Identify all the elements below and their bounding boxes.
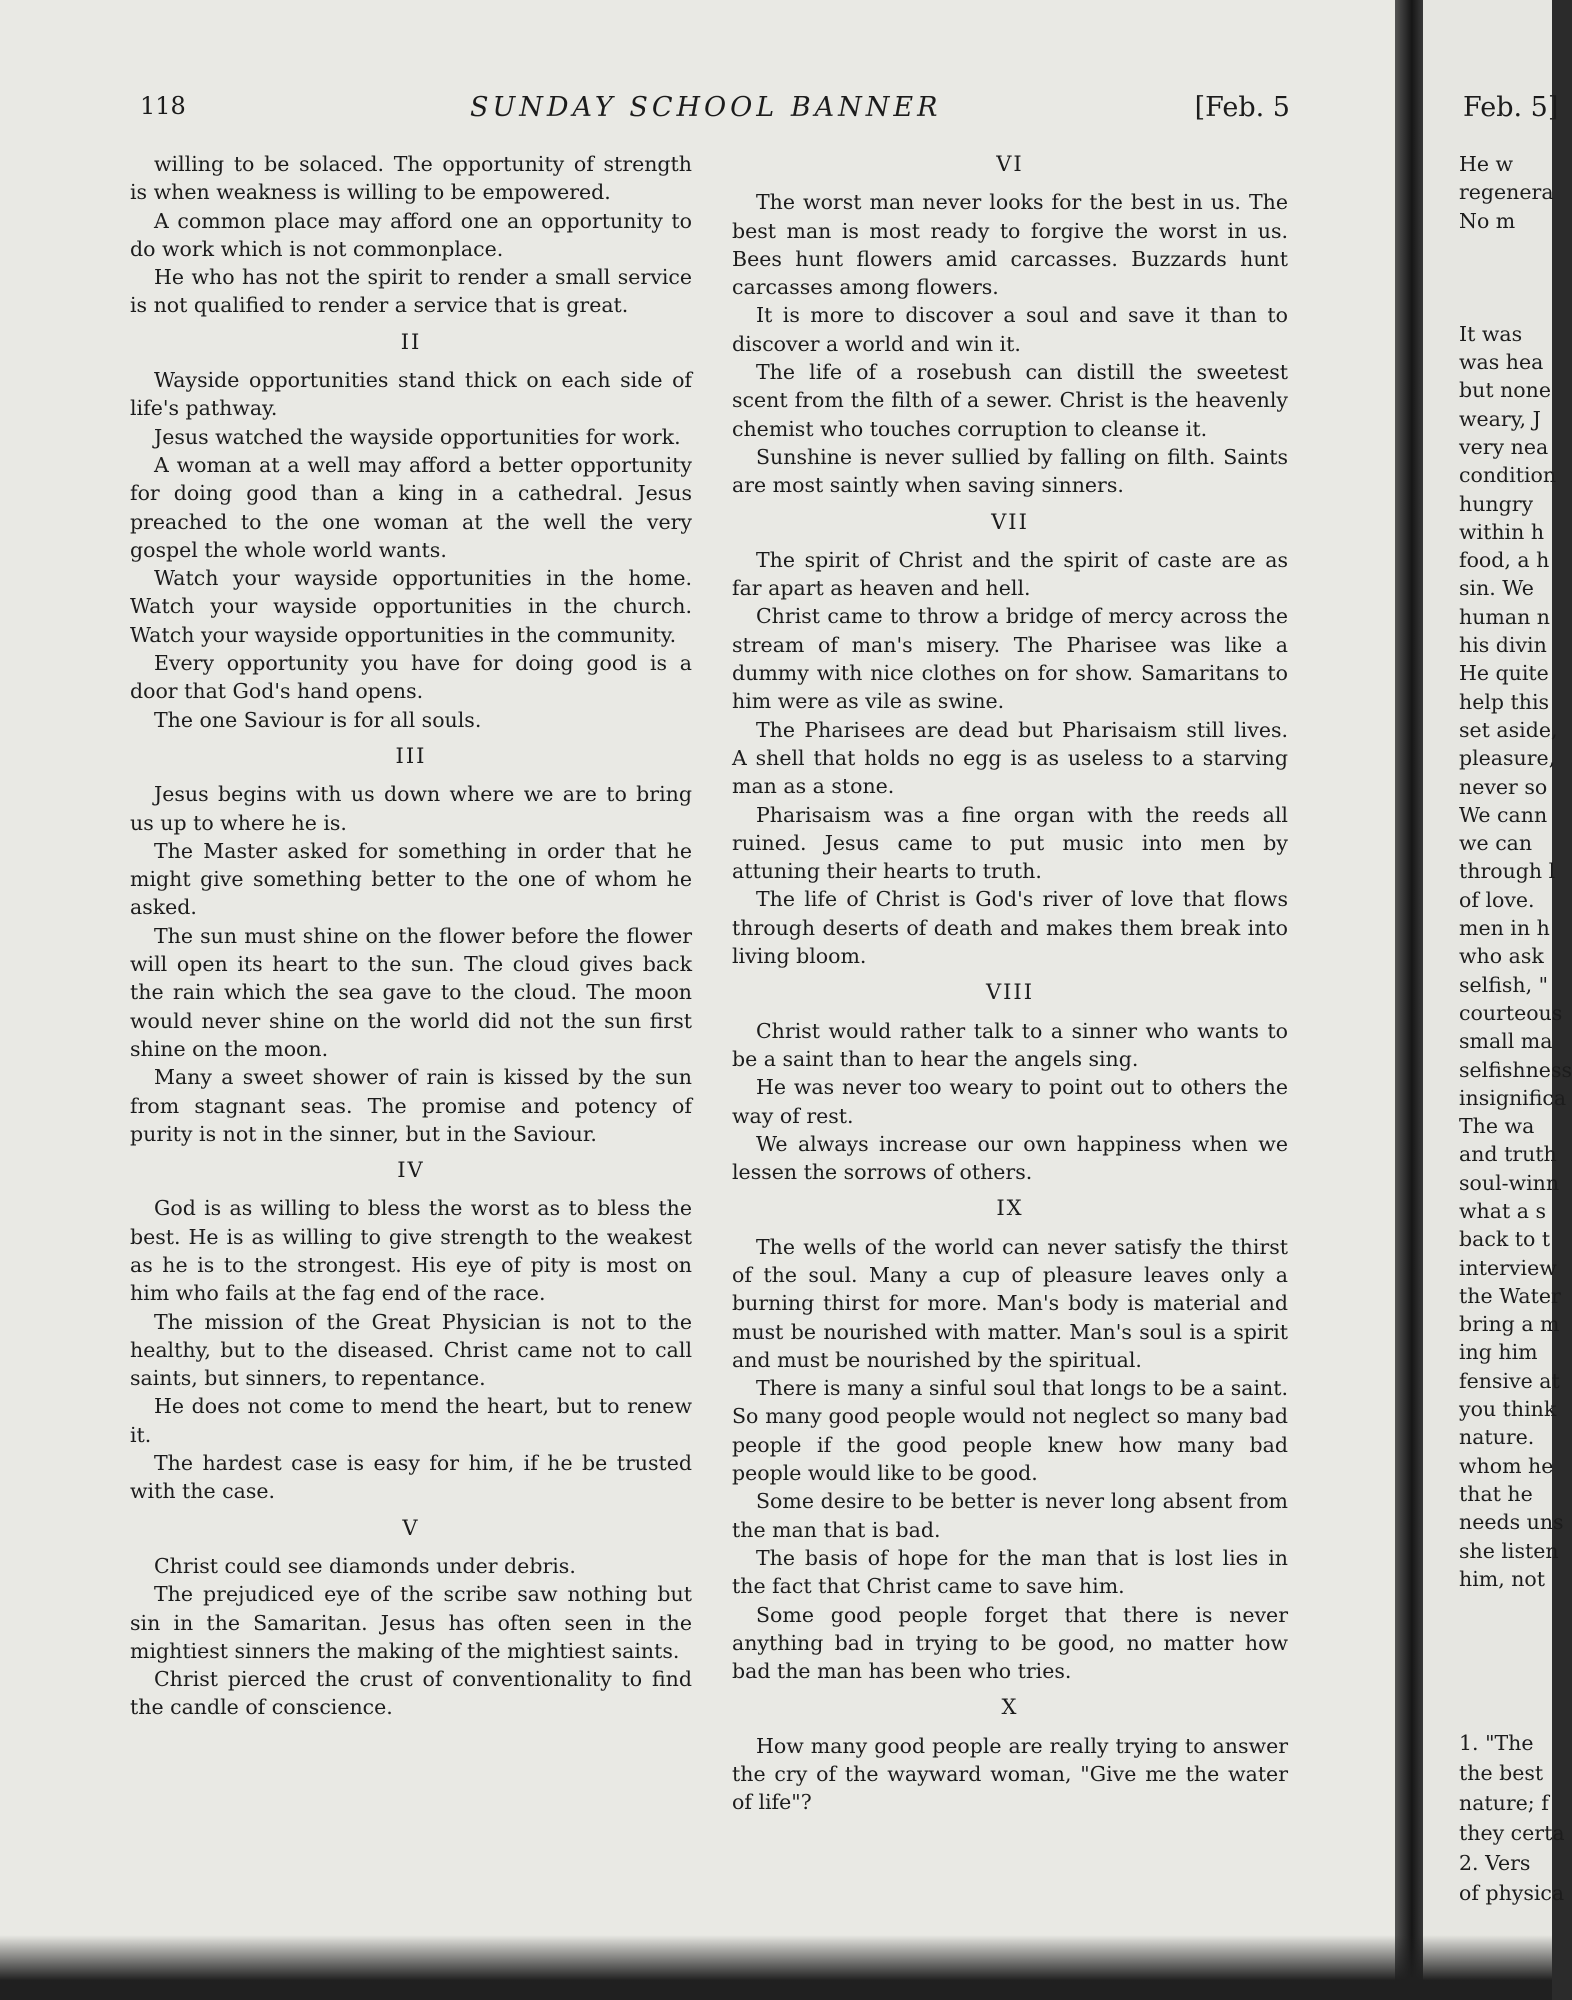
paragraph: He does not come to mend the heart, but to renew it. bbox=[130, 1394, 692, 1447]
facing-page-line: interview bbox=[1459, 1255, 1557, 1280]
facing-page-line: that he bbox=[1459, 1481, 1533, 1506]
paragraph: How many good people are really trying to answer the cry of the wayward woman, "Give me the water of life"? bbox=[732, 1733, 1288, 1815]
facing-page-line: food, a h bbox=[1459, 548, 1550, 573]
facing-page-line: nature. bbox=[1459, 1425, 1535, 1450]
paragraph: Jesus begins with us down where we are to bring us up to where he is. bbox=[130, 782, 692, 835]
paragraph: Some good people forget that there is never anything bad in trying to be good, no matter how bad the man has been who tries. bbox=[732, 1602, 1288, 1684]
facing-page-line: him, not bbox=[1459, 1566, 1546, 1591]
paragraph: The wells of the world can never satisfy the thirst of the soul. Many a cup of pleasure leaves only a burning thirst for more. Man's body is material and must be nourished with matter. Man's soul is a spirit and must be nourished by the spiritual. bbox=[732, 1234, 1288, 1372]
facing-page-line bbox=[1459, 263, 1572, 291]
facing-page-line: insignifica bbox=[1459, 1085, 1567, 1110]
paragraph: Christ could see diamonds under debris. bbox=[154, 1553, 576, 1578]
facing-page-line: He w bbox=[1459, 152, 1514, 176]
paragraph: Wayside opportunities stand thick on each side of life's pathway. bbox=[130, 368, 692, 421]
facing-page-line: within h bbox=[1459, 519, 1545, 544]
paragraph: Watch your wayside opportunities in the home. Watch your wayside opportunities in the church. Watch your wayside opportunities in the community. bbox=[130, 566, 692, 647]
paragraph: A woman at a well may afford a better opportunity for doing good than a king in a cathedral. Jesus preached to the one woman at the well the very gospel the whole world wants. bbox=[130, 452, 692, 562]
paragraph: The one Saviour is for all souls. bbox=[154, 707, 482, 732]
facing-page-line: but none bbox=[1459, 378, 1551, 403]
paragraph: The hardest case is easy for him, if he be trusted with the case. bbox=[130, 1451, 692, 1504]
facing-page-edge bbox=[1423, 0, 1572, 2000]
facing-page-line: who ask bbox=[1459, 944, 1544, 969]
facing-page-text bbox=[1459, 150, 1572, 1593]
paragraph: Jesus watched the wayside opportunities for work. bbox=[154, 424, 681, 449]
paragraph: The Master asked for something in order that he might give something better to the one of whom he asked. bbox=[130, 838, 692, 920]
paragraph: Sunshine is never sullied by falling on filth. Saints are most saintly when saving sinners. bbox=[732, 444, 1288, 498]
facing-page-footnote-line: nature; f bbox=[1459, 1791, 1549, 1815]
facing-page-line: men in h bbox=[1459, 916, 1550, 941]
paragraph: The worst man never looks for the best in us. The best man is most ready to forgive the worst in us. Bees hunt flowers amid carcasses. Buzzards hunt carcasses among flowers. bbox=[732, 190, 1288, 300]
facing-page-line: she listen bbox=[1459, 1538, 1559, 1563]
paragraph: Every opportunity you have for doing good is a door that God's hand opens. bbox=[130, 651, 692, 704]
facing-page-line: was hea bbox=[1459, 350, 1544, 375]
facing-page-line: through l bbox=[1459, 859, 1556, 884]
section-heading: IX bbox=[996, 1196, 1024, 1221]
facing-page-line: sin. We bbox=[1459, 576, 1534, 601]
paragraph: The life of a rosebush can distill the sweetest scent from the filth of a sewer. Christ is the heavenly chemist who touches corruption to cleanse it. bbox=[732, 360, 1288, 441]
facing-page-line: selfishness bbox=[1459, 1057, 1572, 1082]
facing-page-line: He quite bbox=[1459, 661, 1549, 686]
paragraph: Christ would rather talk to a sinner who wants to be a saint than to hear the angels sing. bbox=[732, 1018, 1288, 1071]
facing-page-line: you think bbox=[1459, 1397, 1557, 1422]
facing-page-line: No m bbox=[1459, 208, 1516, 233]
left-column bbox=[130, 150, 692, 1722]
facing-page-line bbox=[1459, 291, 1572, 319]
facing-page-line bbox=[1459, 235, 1572, 263]
facing-page-line: and truth bbox=[1459, 1142, 1557, 1167]
paragraph: He who has not the spirit to render a small service is not qualified to render a service that is great. bbox=[130, 265, 692, 318]
section-heading: IV bbox=[397, 1158, 425, 1183]
right-column bbox=[732, 150, 1288, 1817]
journal-title: SUNDAY SCHOOL BANNER bbox=[470, 92, 942, 123]
facing-page-line: condition bbox=[1459, 463, 1557, 488]
facing-page-line: never so bbox=[1459, 774, 1548, 799]
page-number: 118 bbox=[140, 92, 186, 120]
paragraph: The sun must shine on the flower before the flower will open its heart to the sun. The cloud gives back the rain which the sea gave to the cloud. The moon would never shine on the world did not the sun first shine on the moon. bbox=[130, 923, 692, 1061]
facing-page-line: set aside, bbox=[1459, 717, 1558, 742]
facing-page-footnote-line: they certa bbox=[1459, 1821, 1565, 1845]
paragraph: A common place may afford one an opportunity to do work which is not commonplace. bbox=[130, 208, 692, 261]
issue-date: [Feb. 5 bbox=[1194, 92, 1290, 123]
paragraph: The mission of the Great Physician is not to the healthy, but to the diseased. Christ came not to call saints, but sinners, to repentance. bbox=[130, 1309, 692, 1391]
facing-page-line: pleasure, bbox=[1459, 746, 1556, 771]
section-heading: VII bbox=[991, 509, 1029, 534]
paragraph: The prejudiced eye of the scribe saw nothing but sin in the Samaritan. Jesus has often seen in the mightiest sinners the making of the mightiest saints. bbox=[130, 1582, 692, 1663]
facing-page-line: weary, J bbox=[1459, 406, 1541, 431]
facing-page-line: selfish, " bbox=[1459, 972, 1549, 997]
facing-page-line: the Water bbox=[1459, 1283, 1561, 1308]
facing-page-line: fensive at bbox=[1459, 1368, 1560, 1393]
paragraph: There is many a sinful soul that longs to be a saint. So many good people would not neglect so many bad people if the good people knew how many bad people would like to be good. bbox=[732, 1376, 1288, 1486]
facing-page-footnote-line: the best bbox=[1459, 1761, 1544, 1785]
paragraph: The spirit of Christ and the spirit of caste are as far apart as heaven and hell. bbox=[732, 547, 1288, 601]
facing-page-line: It was bbox=[1459, 321, 1523, 346]
facing-page-line: soul-winn bbox=[1459, 1170, 1560, 1195]
facing-page-footnote-line: of physica bbox=[1459, 1881, 1565, 1905]
facing-page-line: The wa bbox=[1459, 1114, 1535, 1139]
paragraph: The life of Christ is God's river of love that flows through deserts of death and makes them break into living bloom. bbox=[732, 887, 1288, 969]
facing-page-line: ing him bbox=[1459, 1340, 1538, 1365]
facing-page-line: courteous bbox=[1459, 1000, 1563, 1025]
paragraph: God is as willing to bless the worst as to bless the best. He is as willing to give strength to the weakest as he is to the strongest. His eye of pity is most on him who fails at the fag end of the race. bbox=[130, 1196, 692, 1306]
paragraph: He was never too weary to point out to others the way of rest. bbox=[732, 1075, 1288, 1128]
facing-page-line: needs uns bbox=[1459, 1510, 1564, 1535]
facing-page-line: very nea bbox=[1459, 434, 1549, 459]
paragraph: Many a sweet shower of rain is kissed by the sun from stagnant seas. The promise and potency of purity is not in the sinner, but in the Saviour. bbox=[130, 1065, 692, 1146]
facing-page-header: Feb. 5] bbox=[1463, 92, 1559, 123]
paragraph: Christ pierced the crust of conventionality to find the candle of conscience. bbox=[130, 1667, 692, 1720]
facing-page-footnote-line: 2. Vers bbox=[1459, 1851, 1531, 1875]
paragraph: The basis of hope for the man that is lost lies in the fact that Christ came to save him. bbox=[732, 1545, 1288, 1599]
facing-page-line: We cann bbox=[1459, 802, 1548, 827]
facing-page-line: help this bbox=[1459, 689, 1550, 714]
paragraph: The Pharisees are dead but Pharisaism still lives. A shell that holds no egg is as useless to a starving man as a stone. bbox=[732, 717, 1288, 799]
facing-page-line: his divin bbox=[1459, 633, 1547, 658]
paragraph: Christ came to throw a bridge of mercy across the stream of man's misery. The Pharisee was like a dummy with nice clothes on for show. Samaritans to him were as vile as swine. bbox=[732, 604, 1288, 714]
scan-bottom-shadow bbox=[0, 1935, 1552, 2000]
section-heading: III bbox=[395, 743, 427, 768]
paragraph: willing to be solaced. The opportunity of strength is when weakness is willing to be empowered. bbox=[130, 152, 692, 205]
facing-page-line: we can bbox=[1459, 831, 1533, 856]
paragraph: We always increase our own happiness when we lessen the sorrows of others. bbox=[732, 1131, 1288, 1185]
facing-page-line: human n bbox=[1459, 604, 1550, 629]
facing-page-line: hungry bbox=[1459, 491, 1534, 516]
facing-page-line: of love. bbox=[1459, 887, 1535, 912]
section-heading: VIII bbox=[985, 980, 1035, 1005]
paragraph: It is more to discover a soul and save it than to discover a world and win it. bbox=[732, 303, 1288, 356]
paragraph: Some desire to be better is never long absent from the man that is bad. bbox=[732, 1489, 1288, 1542]
facing-page-footnote-line: 1. "The bbox=[1459, 1731, 1534, 1755]
facing-page-line: bring a m bbox=[1459, 1312, 1560, 1337]
section-heading: V bbox=[402, 1515, 420, 1540]
facing-page-line: what a s bbox=[1459, 1198, 1546, 1223]
section-heading: VI bbox=[996, 152, 1024, 176]
facing-page-line: small ma bbox=[1459, 1029, 1553, 1054]
running-head bbox=[140, 92, 1290, 132]
facing-page-line: regenera bbox=[1459, 180, 1554, 205]
facing-page-line: whom he bbox=[1459, 1453, 1554, 1478]
section-heading: II bbox=[400, 329, 422, 354]
facing-page-line: back to t bbox=[1459, 1227, 1551, 1252]
section-heading: X bbox=[1001, 1695, 1019, 1720]
facing-page-footnotes bbox=[1459, 1728, 1565, 1908]
book-gutter bbox=[1395, 0, 1423, 2000]
paragraph: Pharisaism was a fine organ with the reeds all ruined. Jesus came to put music into men by attuning their hearts to truth. bbox=[732, 802, 1288, 884]
